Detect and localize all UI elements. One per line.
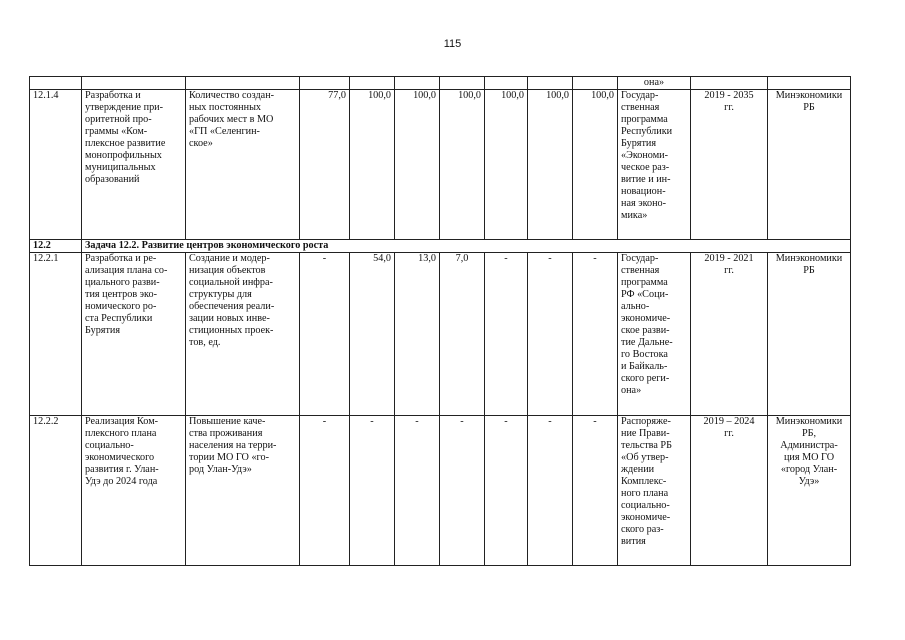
- task-id: 12.2: [30, 240, 82, 253]
- row-id: 12.1.4: [30, 90, 82, 240]
- value-cell: 13,0: [395, 253, 440, 416]
- table-cell: [440, 77, 485, 90]
- executor-cell: Минэкономики РБ, Администра- ция МО ГО «город Улан- Удэ»: [768, 416, 851, 566]
- value-cell: 54,0: [350, 253, 395, 416]
- table-cell: [573, 77, 618, 90]
- value-cell: -: [395, 416, 440, 566]
- value-cell: -: [573, 416, 618, 566]
- table-cell: [350, 77, 395, 90]
- value-cell: -: [440, 416, 485, 566]
- value-cell: -: [300, 253, 350, 416]
- action-plan-table: [29, 76, 851, 566]
- table-cell: [395, 77, 440, 90]
- table-cell: [300, 77, 350, 90]
- row-id: 12.2.1: [30, 253, 82, 416]
- value-cell: 100,0: [350, 90, 395, 240]
- value-cell: 100,0: [528, 90, 573, 240]
- table-cell: [528, 77, 573, 90]
- table-cell: [691, 77, 768, 90]
- indicator-cell: Создание и модер- низация объектов социальной инфра- структуры для обеспечения реали- зации новых инве- стиционных проек- тов, ед.: [186, 253, 300, 416]
- period-cell: 2019 - 2035 гг.: [691, 90, 768, 240]
- row-id: 12.2.2: [30, 416, 82, 566]
- value-cell: -: [528, 253, 573, 416]
- page-number: 115: [443, 38, 462, 50]
- table-cell: [186, 77, 300, 90]
- value-cell: -: [485, 253, 528, 416]
- continuation-row: [30, 77, 851, 90]
- value-cell: -: [485, 416, 528, 566]
- executor-cell: Минэкономики РБ: [768, 90, 851, 240]
- table-row: [30, 416, 851, 566]
- table-cell: [485, 77, 528, 90]
- value-cell: -: [528, 416, 573, 566]
- indicator-cell: Количество создан- ных постоянных рабочих мест в МО «ГП «Селенгин- ское»: [186, 90, 300, 240]
- source-cell: Государ- ственная программа РФ «Соци- ально- экономиче- ское разви- тие Дальне- го Востока и Байкаль- ского реги- она»: [618, 253, 691, 416]
- value-cell: 7,0: [440, 253, 485, 416]
- measure-cell: Реализация Ком- плексного плана социально- экономического развития г. Улан- Удэ до 2024 года: [82, 416, 186, 566]
- value-cell: 100,0: [395, 90, 440, 240]
- executor-cell: Минэкономики РБ: [768, 253, 851, 416]
- measure-cell: Разработка и ре- ализация плана со- циального разви- тия центров эко- номического ро- ста Республики Бурятия: [82, 253, 186, 416]
- table-cell: [82, 77, 186, 90]
- period-cell: 2019 – 2024 гг.: [691, 416, 768, 566]
- value-cell: 77,0: [300, 90, 350, 240]
- table-cell: [768, 77, 851, 90]
- value-cell: 100,0: [573, 90, 618, 240]
- measure-cell: Разработка и утверждение при- оритетной про- граммы «Ком- плексное развитие монопрофильных муниципальных образований: [82, 90, 186, 240]
- table-row: [30, 90, 851, 240]
- table-cell: [30, 77, 82, 90]
- value-cell: -: [573, 253, 618, 416]
- indicator-cell: Повышение каче- ства проживания населения на терри- тории МО ГО «го- род Улан-Удэ»: [186, 416, 300, 566]
- task-row: [30, 240, 851, 253]
- value-cell: 100,0: [485, 90, 528, 240]
- source-cell: Государ- ственная программа Республики Бурятия «Экономи- ческое раз- витие и ин- новацион- ная эконо- мика»: [618, 90, 691, 240]
- period-cell: 2019 - 2021 гг.: [691, 253, 768, 416]
- value-cell: 100,0: [440, 90, 485, 240]
- task-title: Задача 12.2. Развитие центров экономического роста: [82, 240, 851, 253]
- source-cell: Распоряже- ние Прави- тельства РБ «Об утвер- ждении Комплекс- ного плана социально- экономиче- ского раз- вития: [618, 416, 691, 566]
- table-row: [30, 253, 851, 416]
- value-cell: -: [300, 416, 350, 566]
- value-cell: -: [350, 416, 395, 566]
- source-cell: она»: [618, 77, 691, 90]
